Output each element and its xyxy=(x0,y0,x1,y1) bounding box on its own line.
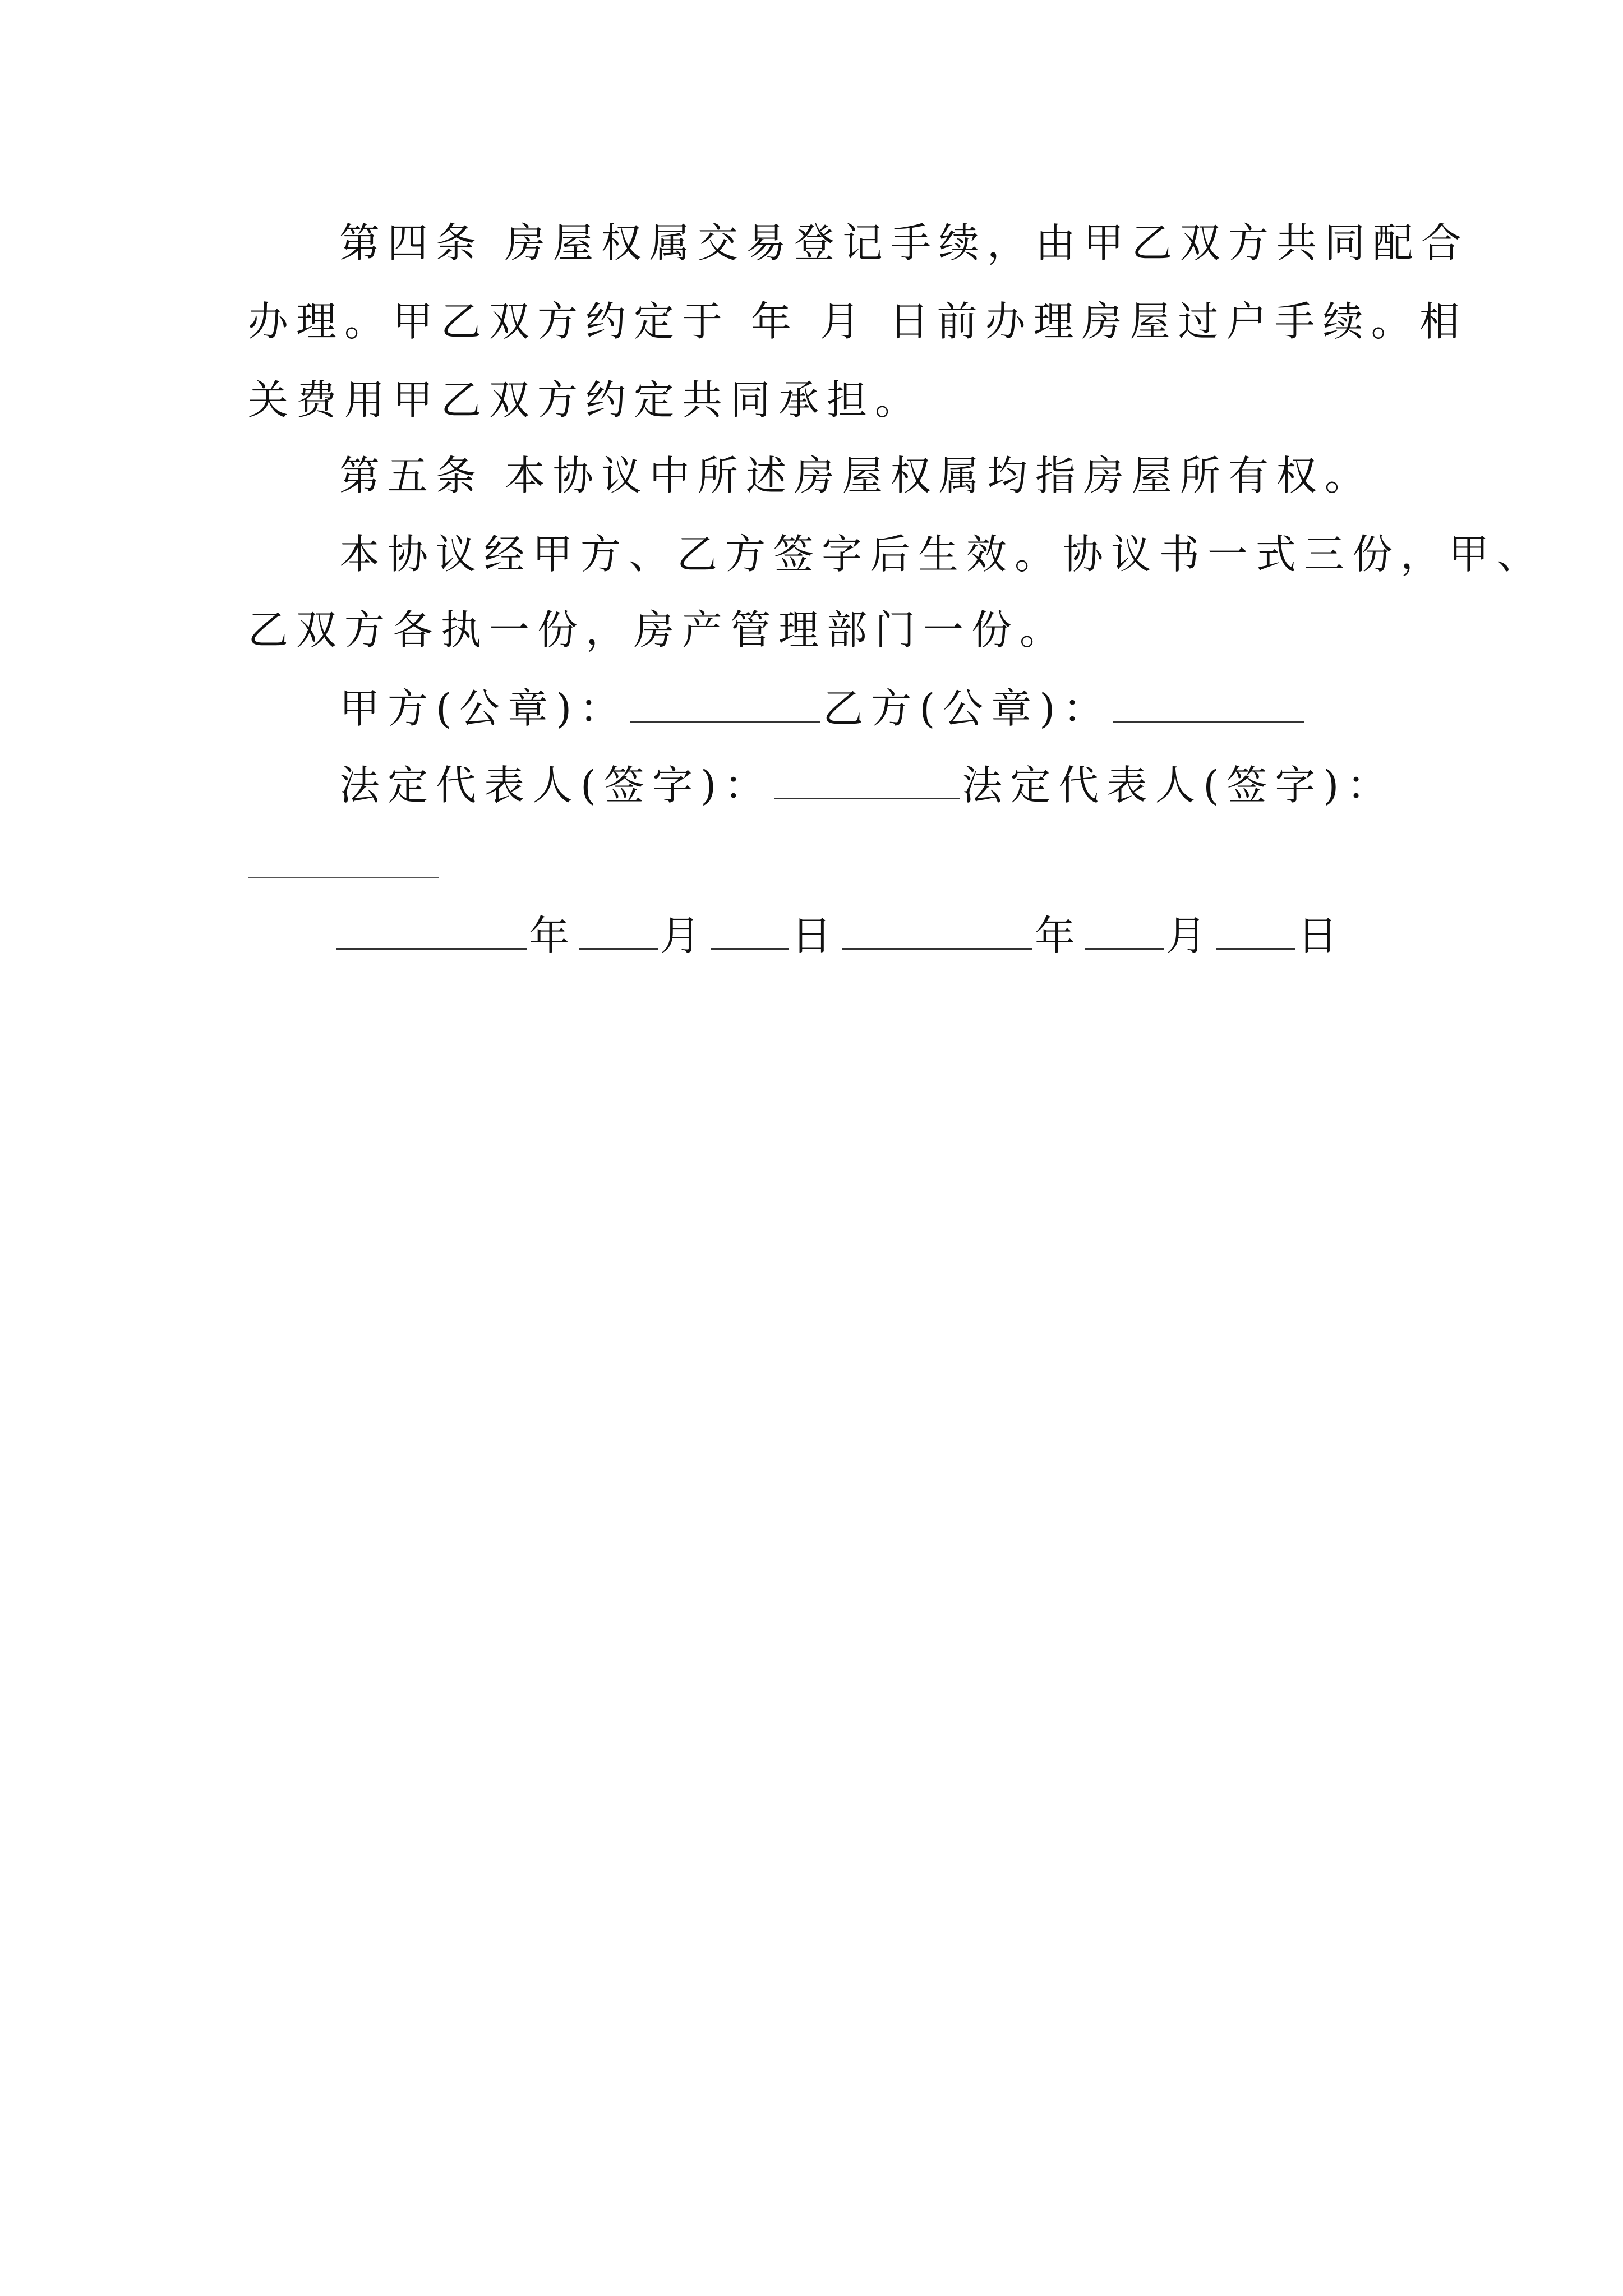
party-b-seal-blank xyxy=(1113,686,1304,723)
rep-a-blank xyxy=(774,763,960,799)
day-a-blank xyxy=(711,913,789,950)
rep-b-blank xyxy=(248,877,439,878)
party-b-seal-label: 乙方(公章)： xyxy=(823,685,1112,732)
month-b-label: 月 xyxy=(1166,912,1215,959)
year-b-blank xyxy=(842,913,1032,950)
month-a-blank xyxy=(579,913,658,950)
article4-line2: 办理。甲乙双方约定于 年 月 日前办理房屋过户手续。相 xyxy=(248,298,1468,345)
article4-line3: 关费用甲乙双方约定共同承担。 xyxy=(248,376,924,424)
year-a-label: 年 xyxy=(529,912,578,959)
day-b-blank xyxy=(1216,913,1295,950)
party-a-seal-label: 甲方(公章)： xyxy=(339,685,628,732)
year-a-blank xyxy=(336,913,527,950)
month-b-blank xyxy=(1085,913,1164,950)
article4-line1: 第四条 房屋权属交易登记手续，由甲乙双方共同配合 xyxy=(339,219,1469,266)
party-a-seal-blank xyxy=(630,686,820,723)
rep-b-label: 法定代表人(签字)： xyxy=(962,762,1395,809)
day-a-label: 日 xyxy=(791,912,840,959)
effect-line2: 乙双方各执一份，房产管理部门一份。 xyxy=(248,606,1068,654)
day-b-label: 日 xyxy=(1297,912,1346,959)
rep-a-label: 法定代表人(签字)： xyxy=(339,762,773,809)
article5-line1: 第五条 本协议中所述房屋权属均指房屋所有权。 xyxy=(339,452,1373,499)
representative-row xyxy=(339,758,1395,812)
year-b-label: 年 xyxy=(1035,912,1083,959)
effect-line1: 本协议经甲方、乙方签字后生效。协议书一式三份，甲、 xyxy=(339,531,1546,578)
party-seal-row xyxy=(339,682,1306,735)
month-a-label: 月 xyxy=(660,912,709,959)
date-row xyxy=(334,909,1345,963)
